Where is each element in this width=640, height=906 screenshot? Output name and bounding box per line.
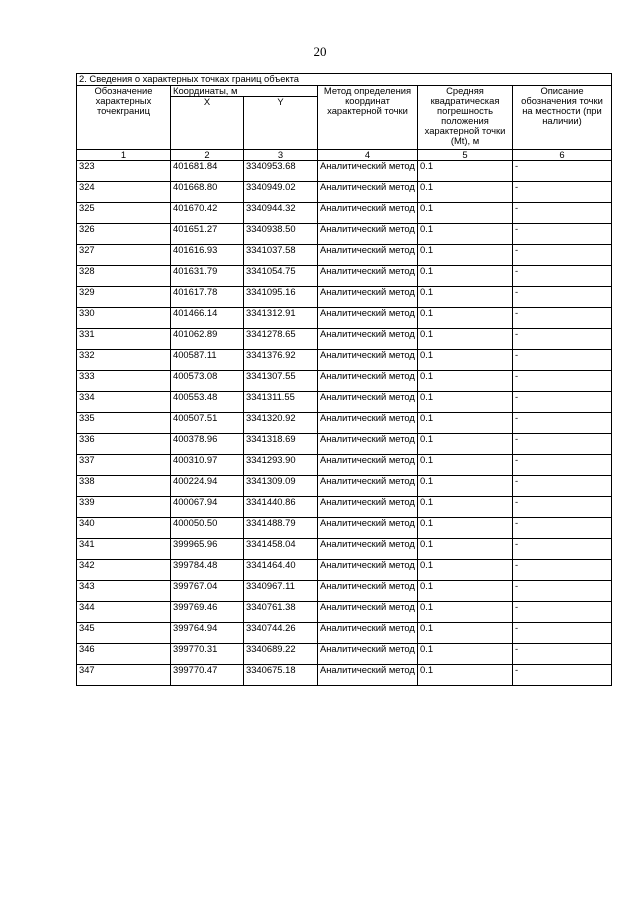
point-id-cell: 334 xyxy=(77,392,171,413)
description-cell: - xyxy=(513,224,612,245)
point-id-cell: 346 xyxy=(77,644,171,665)
table-row xyxy=(77,665,612,686)
point-id-cell: 329 xyxy=(77,287,171,308)
x-coordinate-cell: 399784.48 xyxy=(171,560,244,581)
method-cell: Аналитический метод xyxy=(318,518,418,539)
description-cell: - xyxy=(513,476,612,497)
table-row xyxy=(77,308,612,329)
method-cell: Аналитический метод xyxy=(318,602,418,623)
error-cell: 0.1 xyxy=(418,161,513,182)
x-coordinate-cell: 401631.79 xyxy=(171,266,244,287)
y-coordinate-cell: 3341464.40 xyxy=(244,560,318,581)
error-cell: 0.1 xyxy=(418,581,513,602)
table-row xyxy=(77,224,612,245)
point-id-cell: 335 xyxy=(77,413,171,434)
point-id-cell: 324 xyxy=(77,182,171,203)
point-id-cell: 343 xyxy=(77,581,171,602)
x-coordinate-cell: 400378.96 xyxy=(171,434,244,455)
point-id-cell: 326 xyxy=(77,224,171,245)
description-cell: - xyxy=(513,434,612,455)
method-cell: Аналитический метод xyxy=(318,623,418,644)
error-cell: 0.1 xyxy=(418,518,513,539)
point-id-cell: 341 xyxy=(77,539,171,560)
method-cell: Аналитический метод xyxy=(318,644,418,665)
point-id-cell: 337 xyxy=(77,455,171,476)
method-cell: Аналитический метод xyxy=(318,224,418,245)
table-row xyxy=(77,644,612,665)
point-id-cell: 331 xyxy=(77,329,171,350)
table-row xyxy=(77,497,612,518)
description-cell: - xyxy=(513,455,612,476)
description-cell: - xyxy=(513,497,612,518)
x-coordinate-cell: 399770.47 xyxy=(171,665,244,686)
y-coordinate-cell: 3340944.32 xyxy=(244,203,318,224)
table-row xyxy=(77,539,612,560)
table-row xyxy=(77,602,612,623)
description-cell: - xyxy=(513,287,612,308)
description-cell: - xyxy=(513,266,612,287)
error-cell: 0.1 xyxy=(418,602,513,623)
description-cell: - xyxy=(513,644,612,665)
header-description: Описание обозначения точки на местности (при наличии) xyxy=(513,86,612,150)
table-row xyxy=(77,350,612,371)
y-coordinate-cell: 3341307.55 xyxy=(244,371,318,392)
x-coordinate-cell: 400310.97 xyxy=(171,455,244,476)
error-cell: 0.1 xyxy=(418,245,513,266)
method-cell: Аналитический метод xyxy=(318,455,418,476)
error-cell: 0.1 xyxy=(418,392,513,413)
y-coordinate-cell: 3340761.38 xyxy=(244,602,318,623)
method-cell: Аналитический метод xyxy=(318,203,418,224)
header-x: X xyxy=(171,97,244,150)
column-number: 1 xyxy=(77,150,171,161)
x-coordinate-cell: 401616.93 xyxy=(171,245,244,266)
y-coordinate-cell: 3341293.90 xyxy=(244,455,318,476)
description-cell: - xyxy=(513,203,612,224)
y-coordinate-cell: 3341488.79 xyxy=(244,518,318,539)
method-cell: Аналитический метод xyxy=(318,434,418,455)
description-cell: - xyxy=(513,329,612,350)
table-row xyxy=(77,581,612,602)
y-coordinate-cell: 3340689.22 xyxy=(244,644,318,665)
y-coordinate-cell: 3340949.02 xyxy=(244,182,318,203)
description-cell: - xyxy=(513,539,612,560)
error-cell: 0.1 xyxy=(418,350,513,371)
description-cell: - xyxy=(513,182,612,203)
column-number: 5 xyxy=(418,150,513,161)
x-coordinate-cell: 401670.42 xyxy=(171,203,244,224)
error-cell: 0.1 xyxy=(418,182,513,203)
page-number: 20 xyxy=(313,44,327,59)
method-cell: Аналитический метод xyxy=(318,497,418,518)
y-coordinate-cell: 3341054.75 xyxy=(244,266,318,287)
table-row xyxy=(77,476,612,497)
header-coordinates: Координаты, м xyxy=(171,86,318,97)
table-row xyxy=(77,287,612,308)
description-cell: - xyxy=(513,371,612,392)
y-coordinate-cell: 3340675.18 xyxy=(244,665,318,686)
error-cell: 0.1 xyxy=(418,413,513,434)
table-row xyxy=(77,371,612,392)
table-row xyxy=(77,182,612,203)
y-coordinate-cell: 3341318.69 xyxy=(244,434,318,455)
y-coordinate-cell: 3341037.58 xyxy=(244,245,318,266)
header-y: Y xyxy=(244,97,318,150)
description-cell: - xyxy=(513,623,612,644)
method-cell: Аналитический метод xyxy=(318,161,418,182)
header-designation: Обозначение характерных точекграниц xyxy=(77,86,171,150)
x-coordinate-cell: 399769.46 xyxy=(171,602,244,623)
method-cell: Аналитический метод xyxy=(318,287,418,308)
y-coordinate-cell: 3341320.92 xyxy=(244,413,318,434)
column-number: 6 xyxy=(513,150,612,161)
method-cell: Аналитический метод xyxy=(318,392,418,413)
table-row xyxy=(77,560,612,581)
method-cell: Аналитический метод xyxy=(318,245,418,266)
y-coordinate-cell: 3341309.09 xyxy=(244,476,318,497)
y-coordinate-cell: 3341095.16 xyxy=(244,287,318,308)
y-coordinate-cell: 3340953.68 xyxy=(244,161,318,182)
error-cell: 0.1 xyxy=(418,497,513,518)
x-coordinate-cell: 401617.78 xyxy=(171,287,244,308)
y-coordinate-cell: 3341458.04 xyxy=(244,539,318,560)
point-id-cell: 336 xyxy=(77,434,171,455)
y-coordinate-cell: 3340744.26 xyxy=(244,623,318,644)
point-id-cell: 339 xyxy=(77,497,171,518)
x-coordinate-cell: 400050.50 xyxy=(171,518,244,539)
method-cell: Аналитический метод xyxy=(318,371,418,392)
x-coordinate-cell: 401466.14 xyxy=(171,308,244,329)
description-cell: - xyxy=(513,413,612,434)
error-cell: 0.1 xyxy=(418,455,513,476)
y-coordinate-cell: 3341311.55 xyxy=(244,392,318,413)
error-cell: 0.1 xyxy=(418,371,513,392)
x-coordinate-cell: 400224.94 xyxy=(171,476,244,497)
x-coordinate-cell: 401681.84 xyxy=(171,161,244,182)
description-cell: - xyxy=(513,245,612,266)
point-id-cell: 347 xyxy=(77,665,171,686)
point-id-cell: 338 xyxy=(77,476,171,497)
column-number-row xyxy=(77,150,612,161)
column-number: 4 xyxy=(318,150,418,161)
method-cell: Аналитический метод xyxy=(318,329,418,350)
method-cell: Аналитический метод xyxy=(318,665,418,686)
y-coordinate-cell: 3340967.11 xyxy=(244,581,318,602)
x-coordinate-cell: 399965.96 xyxy=(171,539,244,560)
method-cell: Аналитический метод xyxy=(318,413,418,434)
description-cell: - xyxy=(513,665,612,686)
section-title: 2. Сведения о характерных точках границ объекта xyxy=(77,74,612,86)
table-row xyxy=(77,623,612,644)
error-cell: 0.1 xyxy=(418,539,513,560)
table-row xyxy=(77,266,612,287)
description-cell: - xyxy=(513,308,612,329)
table-row xyxy=(77,161,612,182)
method-cell: Аналитический метод xyxy=(318,182,418,203)
description-cell: - xyxy=(513,602,612,623)
x-coordinate-cell: 400507.51 xyxy=(171,413,244,434)
point-id-cell: 327 xyxy=(77,245,171,266)
boundary-points-table xyxy=(76,73,612,686)
table-row xyxy=(77,203,612,224)
description-cell: - xyxy=(513,518,612,539)
x-coordinate-cell: 401062.89 xyxy=(171,329,244,350)
point-id-cell: 333 xyxy=(77,371,171,392)
error-cell: 0.1 xyxy=(418,644,513,665)
x-coordinate-cell: 400553.48 xyxy=(171,392,244,413)
method-cell: Аналитический метод xyxy=(318,581,418,602)
table-row xyxy=(77,329,612,350)
error-cell: 0.1 xyxy=(418,434,513,455)
x-coordinate-cell: 400587.11 xyxy=(171,350,244,371)
error-cell: 0.1 xyxy=(418,476,513,497)
point-id-cell: 340 xyxy=(77,518,171,539)
error-cell: 0.1 xyxy=(418,266,513,287)
error-cell: 0.1 xyxy=(418,287,513,308)
table-row xyxy=(77,413,612,434)
point-id-cell: 332 xyxy=(77,350,171,371)
point-id-cell: 330 xyxy=(77,308,171,329)
x-coordinate-cell: 401651.27 xyxy=(171,224,244,245)
y-coordinate-cell: 3341312.91 xyxy=(244,308,318,329)
method-cell: Аналитический метод xyxy=(318,560,418,581)
point-id-cell: 328 xyxy=(77,266,171,287)
x-coordinate-cell: 400573.08 xyxy=(171,371,244,392)
x-coordinate-cell: 401668.80 xyxy=(171,182,244,203)
header-error: Средняя квадратическая погрешность положения характерной точки (Mt), м xyxy=(418,86,513,150)
point-id-cell: 342 xyxy=(77,560,171,581)
y-coordinate-cell: 3341278.65 xyxy=(244,329,318,350)
table-row xyxy=(77,455,612,476)
description-cell: - xyxy=(513,350,612,371)
method-cell: Аналитический метод xyxy=(318,308,418,329)
error-cell: 0.1 xyxy=(418,308,513,329)
description-cell: - xyxy=(513,581,612,602)
header-method: Метод определения координат характерной точки xyxy=(318,86,418,150)
y-coordinate-cell: 3340938.50 xyxy=(244,224,318,245)
table-row xyxy=(77,434,612,455)
table-row xyxy=(77,518,612,539)
x-coordinate-cell: 399770.31 xyxy=(171,644,244,665)
point-id-cell: 323 xyxy=(77,161,171,182)
x-coordinate-cell: 399764.94 xyxy=(171,623,244,644)
description-cell: - xyxy=(513,392,612,413)
table-row xyxy=(77,245,612,266)
y-coordinate-cell: 3341440.86 xyxy=(244,497,318,518)
description-cell: - xyxy=(513,560,612,581)
method-cell: Аналитический метод xyxy=(318,266,418,287)
column-number: 3 xyxy=(244,150,318,161)
point-id-cell: 325 xyxy=(77,203,171,224)
description-cell: - xyxy=(513,161,612,182)
method-cell: Аналитический метод xyxy=(318,539,418,560)
point-id-cell: 344 xyxy=(77,602,171,623)
error-cell: 0.1 xyxy=(418,203,513,224)
y-coordinate-cell: 3341376.92 xyxy=(244,350,318,371)
error-cell: 0.1 xyxy=(418,665,513,686)
x-coordinate-cell: 399767.04 xyxy=(171,581,244,602)
point-id-cell: 345 xyxy=(77,623,171,644)
error-cell: 0.1 xyxy=(418,560,513,581)
column-number: 2 xyxy=(171,150,244,161)
table-row xyxy=(77,392,612,413)
error-cell: 0.1 xyxy=(418,623,513,644)
method-cell: Аналитический метод xyxy=(318,350,418,371)
x-coordinate-cell: 400067.94 xyxy=(171,497,244,518)
error-cell: 0.1 xyxy=(418,224,513,245)
method-cell: Аналитический метод xyxy=(318,476,418,497)
error-cell: 0.1 xyxy=(418,329,513,350)
